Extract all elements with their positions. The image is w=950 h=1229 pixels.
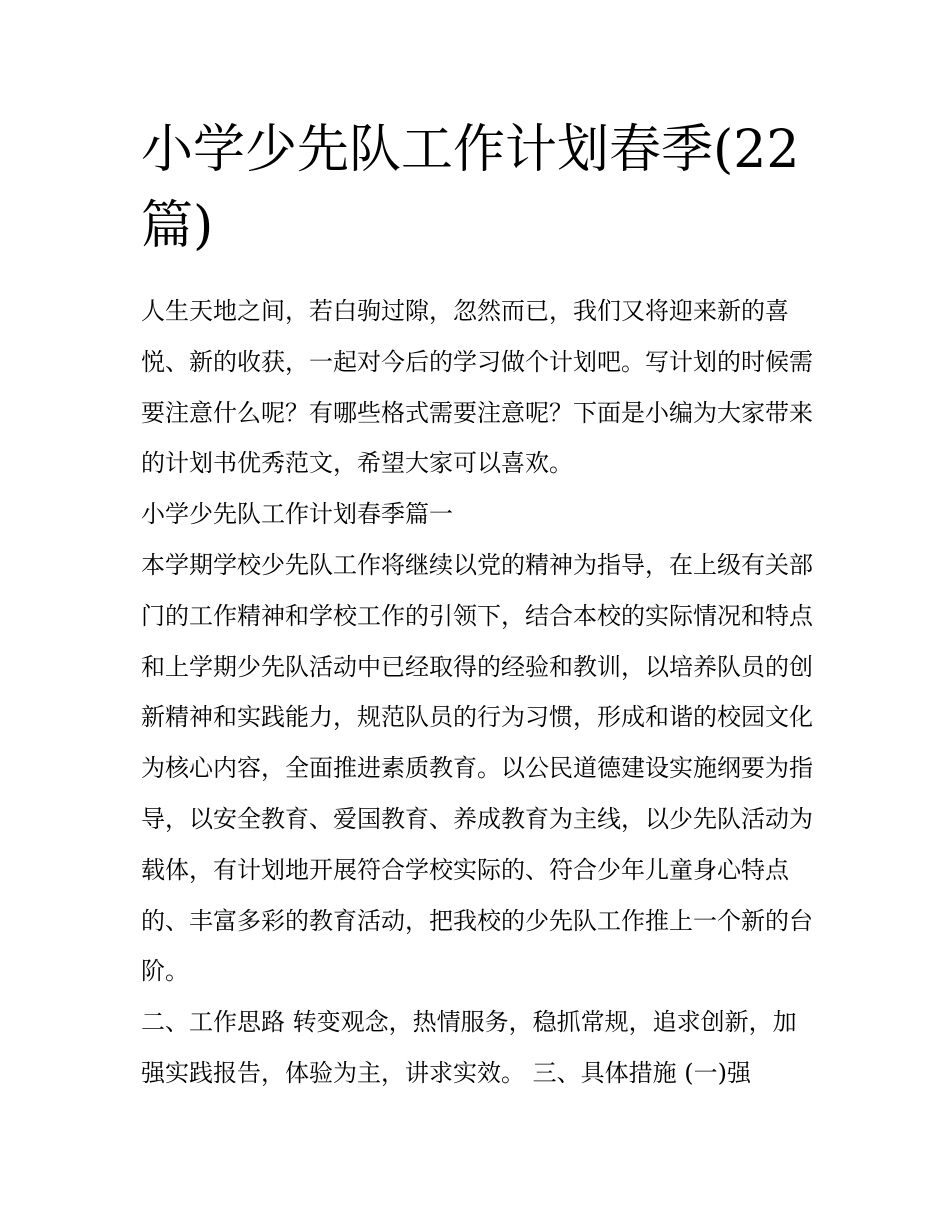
document-content <box>141 112 813 1099</box>
body-paragraph: 本学期学校少先队工作将继续以党的精神为指导，在上级有关部门的工作精神和学校工作的引领下，结合本校的实际情况和特点和上学期少先队活动中已经取得的经验和教训，以培养队员的创新精神和实践能力，规范队员的行为习惯，形成和谐的校园文化为核心内容，全面推进素质教育。以公民道德建设实施纲要为指导，以安全教育、爱国教育、养成教育为主线，以少先队活动为载体，有计划地开展符合学校实际的、符合少年儿童身心特点的、丰富多彩的教育活动，把我校的少先队工作推上一个新的台阶。 <box>141 550 813 986</box>
document-title: 小学少先队工作计划春季(22篇) <box>141 120 800 256</box>
intro-paragraph: 人生天地之间，若白驹过隙，忽然而已，我们又将迎来新的喜悦、新的收获，一起对今后的学习做个计划吧。写计划的时候需要注意什么呢？有哪些格式需要注意呢？下面是小编为大家带来的计划书优秀范文，希望大家可以喜欢。 <box>141 297 813 478</box>
section-heading: 小学少先队工作计划春季篇一 <box>141 500 453 529</box>
body-paragraph-cont: 二、工作思路 转变观念，热情服务，稳抓常规，追求创新，加强实践报告，体验为主，讲求实效。 三、具体措施 (一)强 <box>141 1008 797 1087</box>
